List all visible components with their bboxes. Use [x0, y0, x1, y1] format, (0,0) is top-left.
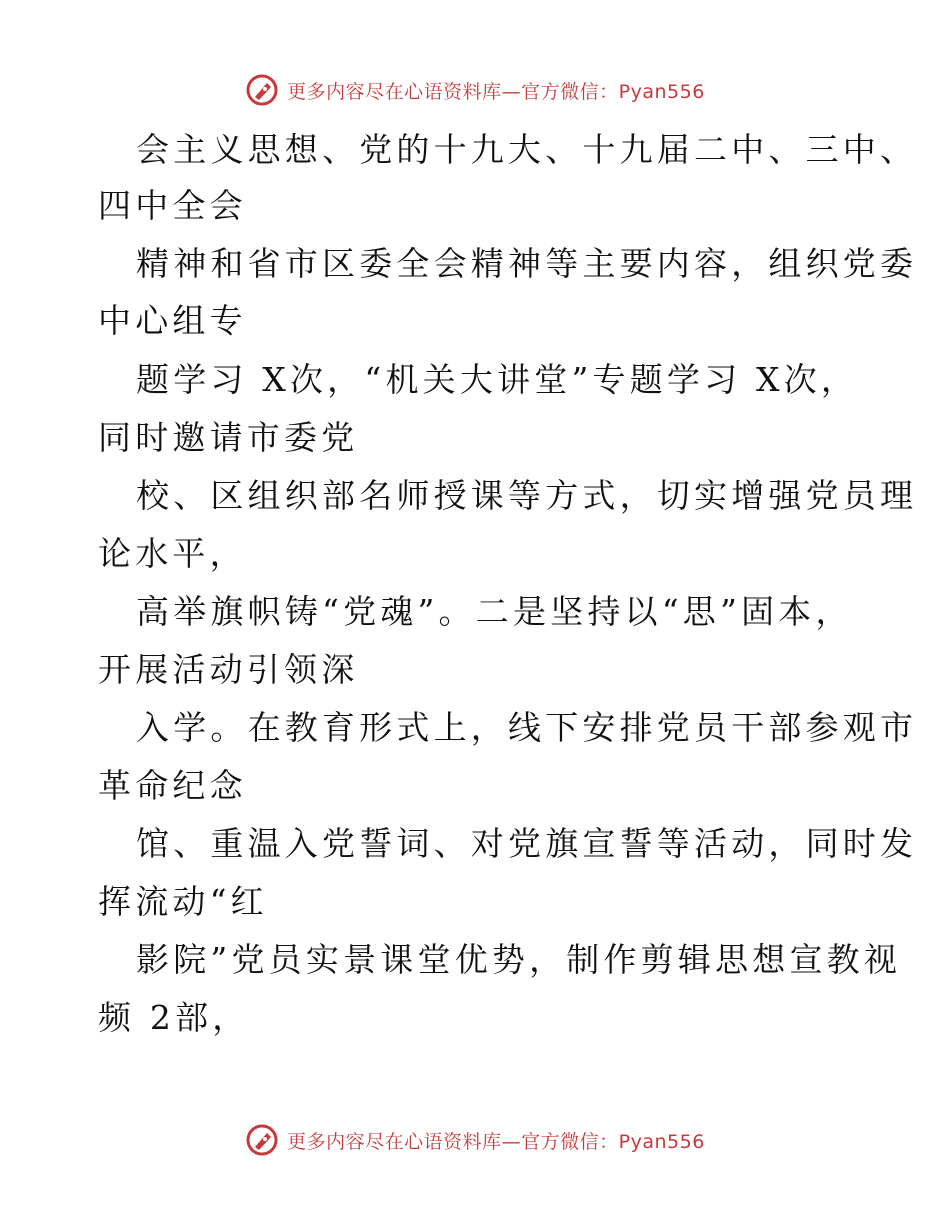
- header-banner: [0, 72, 950, 108]
- body-line: 开展活动引领深: [98, 650, 359, 689]
- body-line: 影院”党员实景课堂优势，制作剪辑思想宣教视: [136, 940, 902, 979]
- body-line: 同时邀请市委党: [98, 418, 359, 457]
- body-line: 题学习 X次，“机关大讲堂”专题学习 X次，: [136, 360, 859, 399]
- body-line: 精神和省市区委全会精神等主要内容，组织党委: [136, 244, 918, 283]
- pen-nib-logo-icon: [245, 1123, 279, 1157]
- header-text: 更多内容尽在心语资料库—官方微信：Pyan556: [287, 80, 705, 103]
- body-line: 馆、重温入党誓词、对党旗宣誓等活动，同时发: [136, 824, 918, 863]
- footer-banner: [0, 1122, 950, 1158]
- body-line: 频 2部，: [98, 998, 250, 1037]
- body-line: 中心组专: [98, 301, 247, 340]
- body-line: 校、区组织部名师授课等方式，切实增强党员理: [136, 476, 918, 515]
- body-line: 挥流动“红: [98, 882, 268, 921]
- body-line: 论水平，: [98, 534, 247, 573]
- body-line: 高举旗帜铸“党魂”。二是坚持以“思”固本，: [136, 592, 853, 631]
- footer-text: 更多内容尽在心语资料库—官方微信：Pyan556: [287, 1130, 705, 1153]
- pen-nib-logo-icon: [245, 73, 279, 107]
- body-line: 四中全会: [98, 186, 247, 225]
- body-line: 革命纪念: [98, 766, 247, 805]
- body-line: 入学。在教育形式上，线下安排党员干部参观市: [136, 708, 918, 747]
- body-line: 会主义思想、党的十九大、十九届二中、三中、: [136, 130, 918, 169]
